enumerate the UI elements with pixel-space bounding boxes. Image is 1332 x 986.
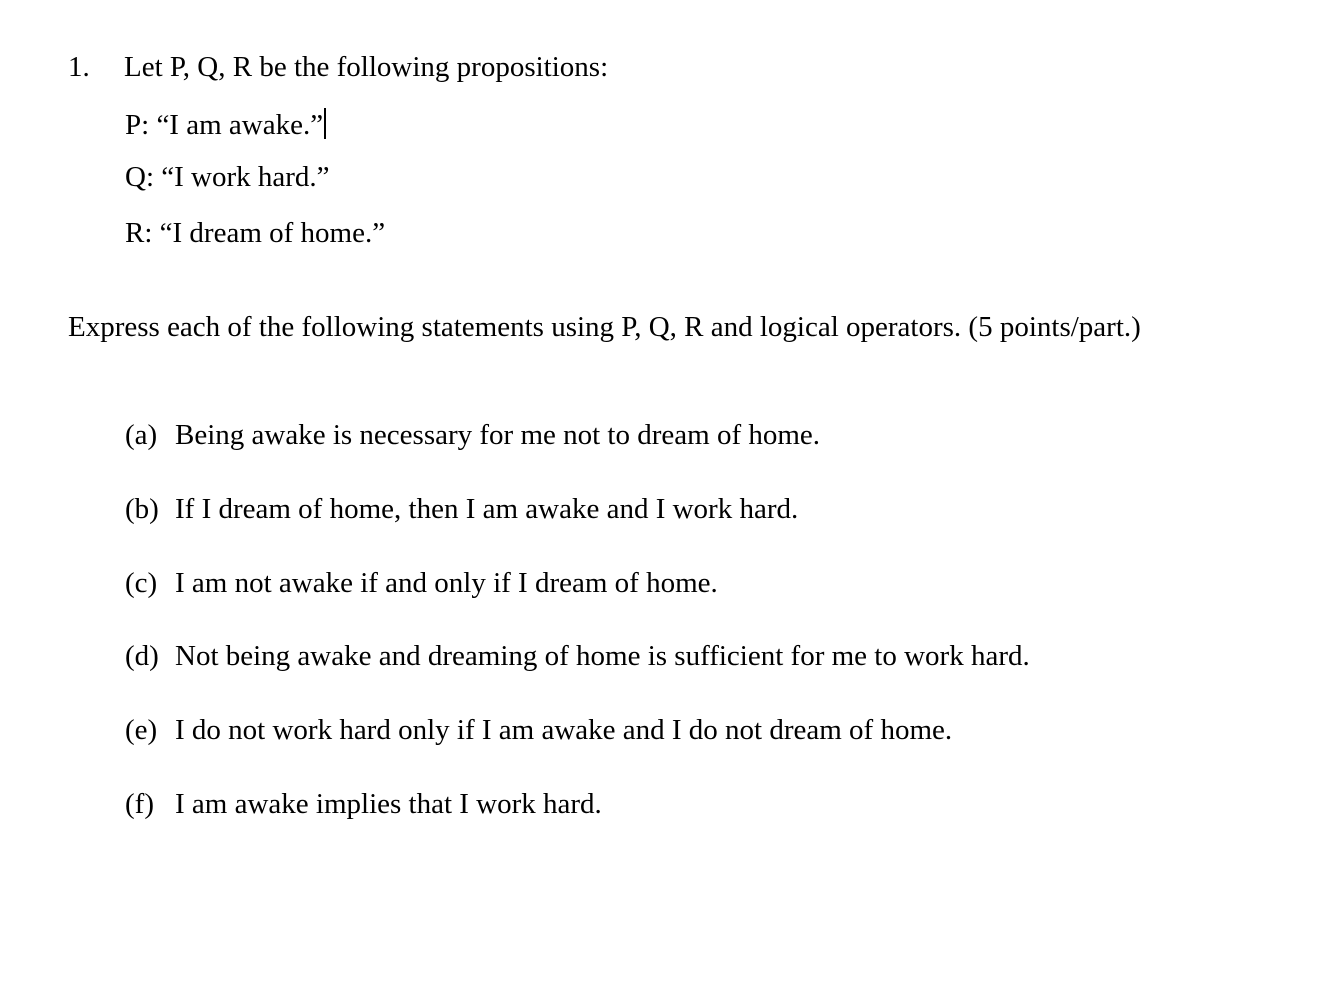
- part-e: [125, 716, 952, 745]
- proposition-p[interactable]: [125, 108, 326, 140]
- proposition-text: “I am awake.”: [156, 109, 324, 141]
- part-text: I do not work hard only if I am awake and I do not dream of home.: [175, 714, 953, 746]
- text-cursor: [324, 108, 326, 139]
- proposition-r: [125, 219, 385, 248]
- proposition-label: P:: [125, 109, 157, 141]
- question-intro: Let P, Q, R be the following propositions:: [124, 51, 609, 83]
- part-text: I am not awake if and only if I dream of home.: [175, 567, 718, 599]
- part-text: If I dream of home, then I am awake and I work hard.: [175, 493, 799, 525]
- part-label: (d): [125, 640, 159, 672]
- part-text: I am awake implies that I work hard.: [175, 788, 602, 820]
- part-f: [125, 790, 602, 819]
- proposition-q: [125, 163, 330, 192]
- part-d: [125, 642, 1030, 671]
- question-number: 1.: [68, 51, 90, 83]
- part-b: [125, 495, 798, 524]
- part-label: (e): [125, 714, 158, 746]
- part-text: Not being awake and dreaming of home is sufficient for me to work hard.: [175, 640, 1030, 672]
- proposition-label: Q:: [125, 161, 162, 193]
- part-label: (f): [125, 788, 154, 820]
- part-label: (a): [125, 419, 158, 451]
- proposition-label: R:: [125, 217, 160, 249]
- proposition-text: “I dream of home.”: [159, 217, 386, 249]
- instructions-paragraph: Express each of the following statements using P, Q, R and logical operators. (5 points/part.): [68, 311, 1141, 343]
- proposition-text: “I work hard.”: [161, 161, 330, 193]
- part-label: (c): [125, 567, 158, 599]
- part-a: [125, 421, 820, 450]
- part-label: (b): [125, 493, 159, 525]
- part-c: [125, 569, 718, 598]
- part-text: Being awake is necessary for me not to dream of home.: [175, 419, 821, 451]
